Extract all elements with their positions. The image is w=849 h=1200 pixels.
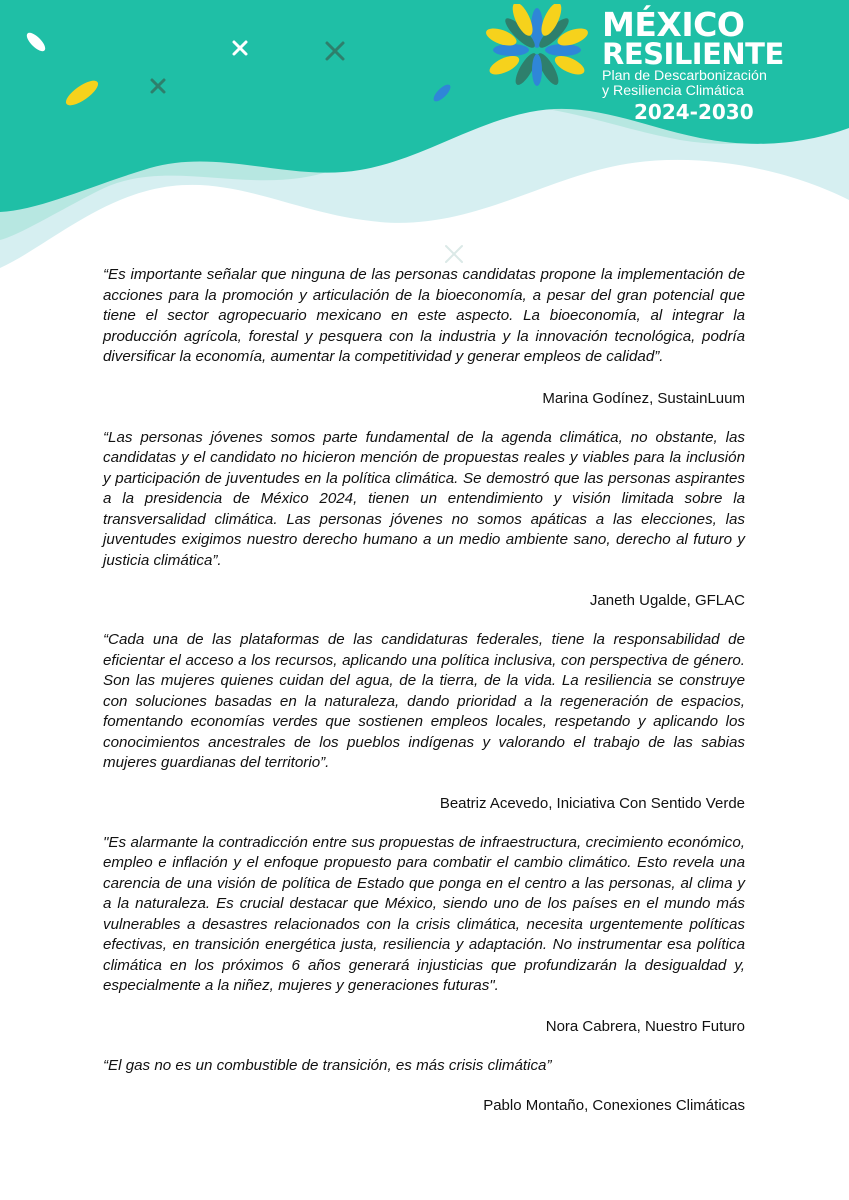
logo-text <box>602 5 842 124</box>
quote-text: “Las personas jóvenes somos parte fundamental de la agenda climática, no obstante, las candidatas y el candidato no hicieron mención de propuestas reales y viables para la inclusión y participación de juventudes en la política climática. Se demostró que las personas aspirantes a la presidencia de México 2024, tienen un entendimiento y visión limitada sobre la transversalidad climática. Las personas jóvenes no somos apáticas a las elecciones, las juventudes exigimos nuestro derecho humano a un medio ambiente sano, derecho al futuro y justicia climática”. <box>103 428 745 569</box>
mexico-resiliente-logo <box>482 4 842 124</box>
quote-author: Pablo Montaño, Conexiones Climáticas <box>483 1097 745 1114</box>
logo-years: 2024-2030 <box>634 100 754 124</box>
sparkle-icon <box>446 246 462 262</box>
logo-subtitle-line2: y Resiliencia Climática <box>602 83 744 99</box>
quote-text: "Es alarmante la contradicción entre sus propuestas de infraestructura, crecimiento económico, empleo e inflación y el enfoque propuesto para combatir el cambio climático. Esto revela una carencia de una visión de política de Estado que ponga en el centro a las personas, al clima y a la naturaleza. Es crucial destacar que México, siendo uno de los países en el mundo más vulnerables a desastres relacionados con la crisis climática, necesita urgentemente políticas efectivas, en transición energética justa, resiliencia y adaptación. No instrumentar esa política climática en los próximos 6 años generará injusticias que profundizarán la desigualdad y, especialmente a la niñez, mujeres y generaciones futuras". <box>103 833 745 994</box>
quote-author: Beatriz Acevedo, Iniciativa Con Sentido Verde <box>439 794 745 812</box>
quote-text: “Cada una de las plataformas de las candidaturas federales, tiene la responsabilidad de eficientar el acceso a los recursos, aplicando una política inclusiva, con perspectiva de género. Son las mujeres quienes cuidan del agua, de la tierra, de la vida. La resiliencia se construye con soluciones basadas en la naturaleza, dando prioridad a la regeneración de espacios, fomentando economías verdes que sostienen empleos locales, respetando y aplicando los conocimientos ancestrales de los pueblos indígenas y valorando el trabajo de las sabias mujeres guardianas del territorio”. <box>103 631 745 771</box>
flower-logo-icon <box>482 4 597 99</box>
quote-text: “Es importante señalar que ninguna de las personas candidatas propone la implementación de acciones para la promoción y articulación de la bioeconomía, a pesar del gran potencial que tiene el sector agropecuario mexicano en este aspecto. La bioeconomía, al integrar la producción agrícola, forestal y pesquera con la industria y la innovación tecnológica, podría diversificar la economía, aumentar la competitividad y generar empleos de calidad”. <box>103 266 745 365</box>
logo-subtitle-line1: Plan de Descarbonización <box>602 68 767 84</box>
quotes-section <box>103 265 745 1116</box>
quote-author: Janeth Ugalde, GFLAC <box>589 592 745 609</box>
quote-author: Nora Cabrera, Nuestro Futuro <box>545 1017 745 1035</box>
quote-text: “El gas no es un combustible de transición, es más crisis climática” <box>103 1056 552 1074</box>
quote-author: Marina Godínez, SustainLuum <box>542 389 745 407</box>
logo-title-line1: MÉXICO <box>602 5 745 44</box>
logo-title-line2: RESILIENTE <box>602 37 784 71</box>
